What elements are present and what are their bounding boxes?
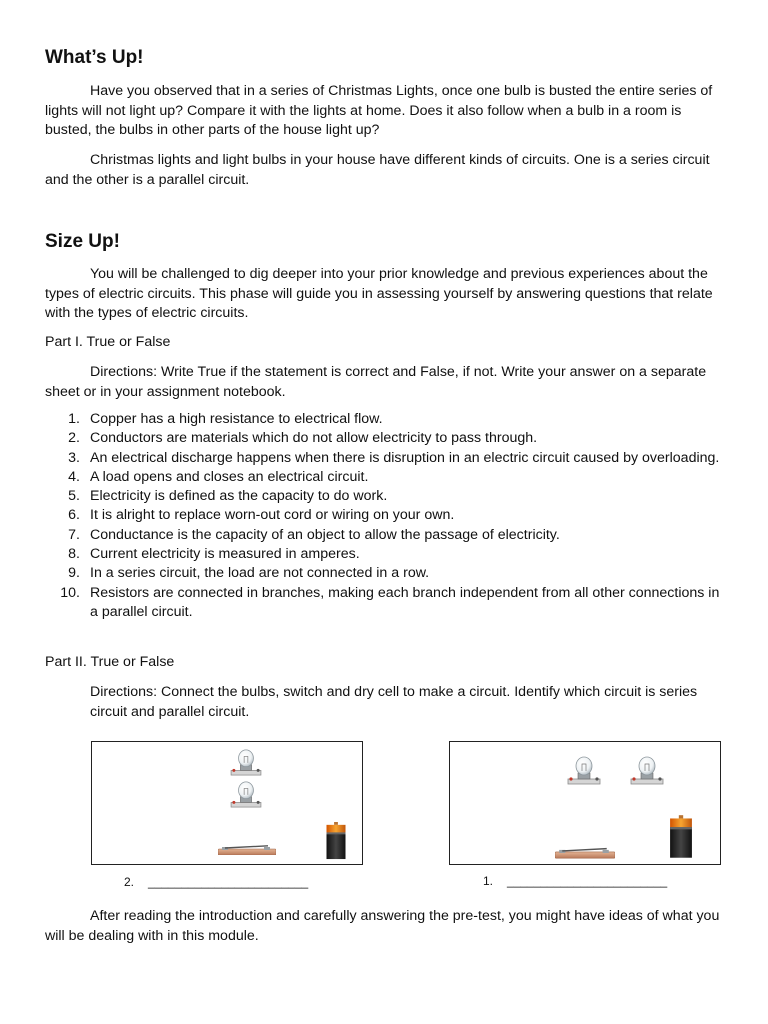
- size-up-intro: You will be challenged to dig deeper into your prior knowledge and previous experiences about the types of electric circuits. This phase will guide you in assessing yourself by answering questions that relate with the types of electric circuits.: [45, 266, 713, 321]
- whats-up-paragraph-1: Have you observed that in a series of Christmas Lights, once one bulb is busted the entire series of lights will not light up? Compare it with the lights at home. Does it also follow when a bulb in a room is busted, the bulbs in other parts of the house light up?: [45, 83, 713, 138]
- list-item: 8. Current electricity is measured in amperes.: [68, 546, 360, 563]
- answer-blank-1[interactable]: [483, 874, 667, 888]
- circuit-components-right: [450, 742, 720, 864]
- answer-number: 1.: [483, 874, 494, 888]
- list-item: 6. It is alright to replace worn-out cord or wiring on your own.: [68, 507, 455, 524]
- answer-number: 2.: [124, 875, 135, 889]
- whats-up-paragraph-2: Christmas lights and light bulbs in your house have different kinds of circuits. One is a series circuit and the other is a parallel circuit.: [45, 152, 710, 188]
- size-up-heading: Size Up!: [45, 231, 120, 252]
- list-item: 5. Electricity is defined as the capacity to do work.: [68, 488, 388, 505]
- light-bulb-icon[interactable]: [631, 757, 663, 784]
- light-bulb-icon[interactable]: [568, 757, 600, 784]
- list-item: 4. A load opens and closes an electrical circuit.: [68, 468, 369, 485]
- battery-icon[interactable]: [327, 822, 346, 859]
- list-item: 1. Copper has a high resistance to electrical flow.: [68, 411, 383, 427]
- switch-icon[interactable]: [218, 846, 276, 855]
- list-item: 2. Conductors are materials which do not allow electricity to pass through.: [68, 430, 538, 447]
- part-1-directions: Directions: Write True if the statement is correct and False, if not. Write your answer on a separate sheet or in your assignment notebook.: [45, 364, 707, 400]
- whats-up-heading: What’s Up!: [45, 47, 144, 68]
- list-item: 9. In a series circuit, the load are not connected in a row.: [68, 565, 430, 582]
- light-bulb-icon[interactable]: [231, 782, 261, 807]
- battery-icon[interactable]: [670, 815, 692, 858]
- part-2-directions: Directions: Connect the bulbs, switch and dry cell to make a circuit. Identify which circuit is series circuit and parallel circuit.: [90, 684, 698, 720]
- light-bulb-icon[interactable]: [231, 750, 261, 775]
- circuit-components-left: [92, 742, 362, 864]
- list-item: 3. An electrical discharge happens when there is disruption in an electric circuit caused by overloading.: [68, 449, 720, 466]
- true-false-list: [45, 410, 723, 622]
- switch-icon[interactable]: [555, 849, 615, 859]
- answer-line: ________________________: [507, 874, 668, 888]
- answer-blank-2[interactable]: [124, 875, 308, 889]
- circuit-box-left: [91, 741, 363, 865]
- answer-line: ________________________: [148, 875, 309, 889]
- part-1-title: Part I. True or False: [45, 334, 171, 350]
- list-item: 7. Conductance is the capacity of an object to allow the passage of electricity.: [68, 526, 560, 543]
- circuit-box-right: [449, 741, 721, 865]
- closing-paragraph: After reading the introduction and carefully answering the pre-test, you might have ideas of what you will be dealing with in this module.: [45, 908, 720, 944]
- list-item: 10. Resistors are connected in branches, making each branch independent from all other connections in a parallel circuit.: [60, 584, 720, 620]
- part-2-title: Part II. True or False: [45, 654, 175, 670]
